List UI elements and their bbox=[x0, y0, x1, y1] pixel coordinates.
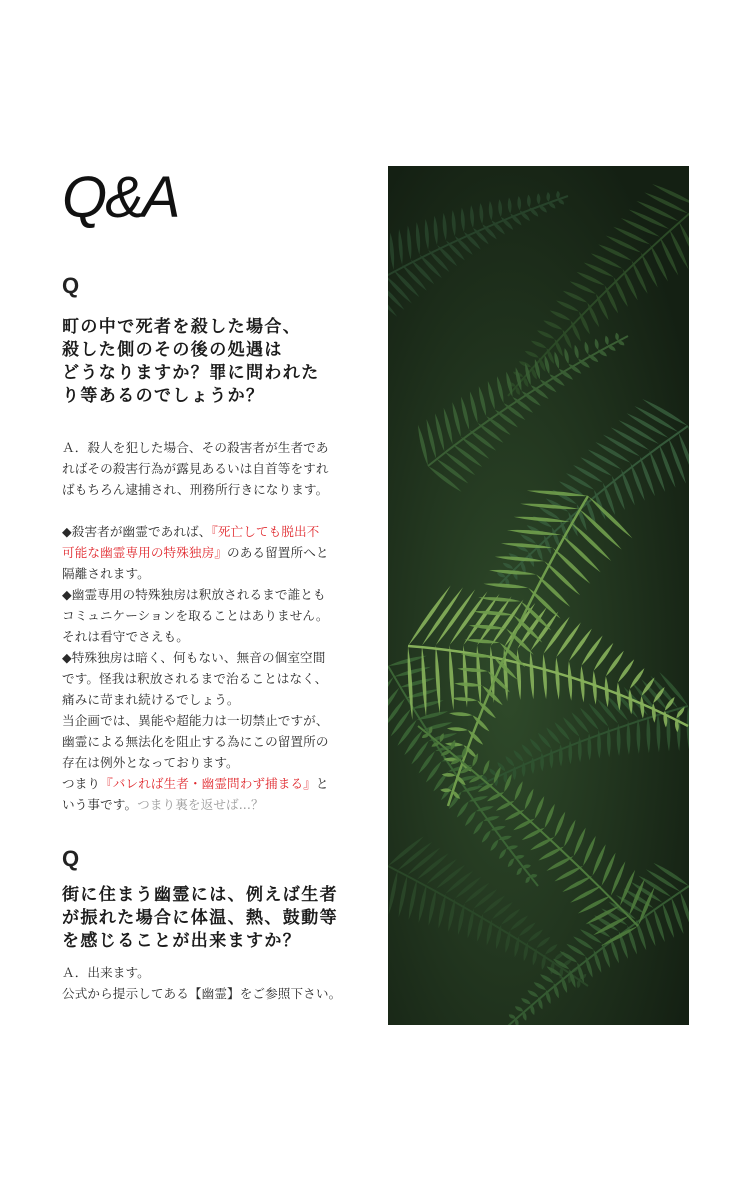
answer-line: Ａ．殺人を犯した場合、その殺害者が生者であ bbox=[62, 440, 329, 455]
answer-text: いう事です。 bbox=[62, 797, 138, 812]
answer-line: 当企画では、異能や超能力は一切禁止ですが、 bbox=[62, 713, 329, 728]
answer-text: ◆殺害者が幽霊であれば、 bbox=[62, 524, 212, 539]
question-2-line: が振れた場合に体温、熱、鼓動等 bbox=[62, 908, 338, 928]
fern-illustration bbox=[388, 166, 689, 1025]
answer-line: ◆特殊独房は暗く、何もない、無音の個室空間 bbox=[62, 650, 326, 665]
answer-line: ◆幽霊専用の特殊独房は釈放されるまで誰とも bbox=[62, 587, 326, 602]
highlight-text: 『死亡しても脱出不 bbox=[211, 524, 320, 539]
highlight-text: 『バレれば生者・幽霊問わず捕まる』 bbox=[100, 776, 316, 791]
page-title: Q&A bbox=[62, 165, 179, 230]
answer-line: ればその殺害行為が露見あるいは自首等をすれ bbox=[62, 461, 329, 476]
question-1-line: 町の中で死者を殺した場合、 bbox=[62, 317, 302, 337]
fern-photo bbox=[388, 166, 689, 1025]
question-2-line: 街に住まう幽霊には、例えば生者 bbox=[62, 885, 338, 905]
question-1-line: 殺した側のその後の処遇は bbox=[62, 340, 283, 360]
answer-line: ばもちろん逮捕され、刑務所行きになります。 bbox=[62, 482, 329, 497]
answer-line bbox=[62, 542, 380, 563]
answer-line bbox=[62, 773, 380, 794]
answer-line: 隔離されます。 bbox=[62, 566, 150, 581]
answer-line: です。怪我は釈放されるまで治ることはなく、 bbox=[62, 671, 328, 686]
highlight-text: 可能な幽霊専用の特殊独房』 bbox=[62, 545, 228, 560]
answer-text: のある留置所へと bbox=[227, 545, 329, 560]
answer-1 bbox=[62, 437, 380, 815]
answer-line bbox=[62, 521, 380, 542]
answer-line bbox=[62, 794, 380, 815]
answer-line: 幽霊による無法化を阻止する為にこの留置所の bbox=[62, 734, 329, 749]
question-1-text bbox=[62, 316, 372, 408]
question-2-line: を感じることが出来ますか？ bbox=[62, 931, 302, 951]
question-1-label: Q bbox=[62, 273, 80, 298]
question-2-text bbox=[62, 884, 382, 953]
answer-line: Ａ．出来ます。 bbox=[62, 965, 150, 980]
answer-line: 公式から提示してある【幽霊】をご参照下さい。 bbox=[62, 986, 342, 1001]
answer-text: つまり bbox=[62, 776, 101, 791]
answer-text: と bbox=[315, 776, 329, 791]
hint-text: つまり裏を返せば...？ bbox=[137, 797, 264, 812]
question-1-line: どうなりますか？罪に問われた bbox=[62, 363, 320, 383]
answer-line: 痛みに苛まれ続けるでしょう。 bbox=[62, 692, 240, 707]
answer-line: 存在は例外となっております。 bbox=[62, 755, 239, 770]
question-2-label: Q bbox=[62, 846, 80, 871]
answer-line: コミュニケーションを取ることはありません。 bbox=[62, 608, 329, 623]
answer-line: それは看守でさえも。 bbox=[62, 629, 189, 644]
answer-2 bbox=[62, 962, 380, 1004]
question-1-line: り等あるのでしょうか？ bbox=[62, 386, 265, 406]
